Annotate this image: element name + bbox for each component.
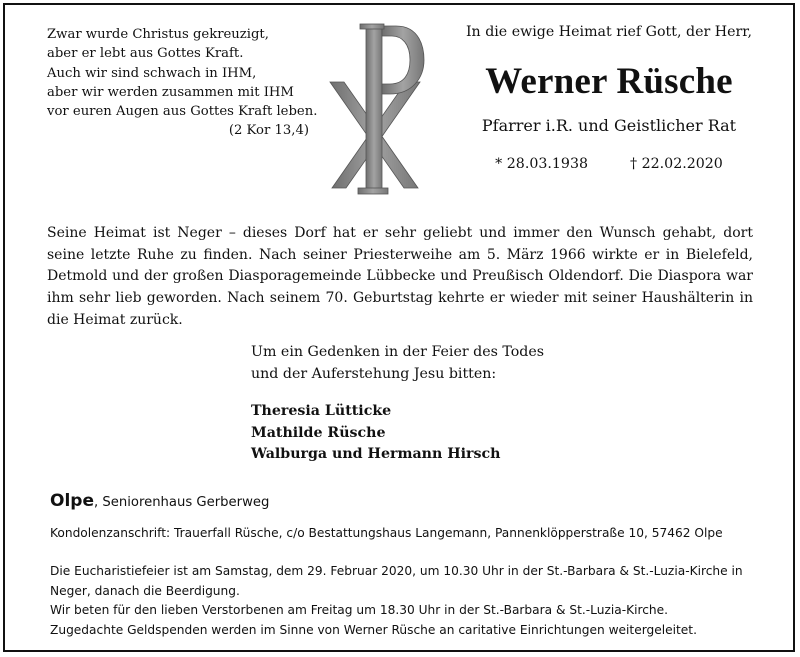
service-info xyxy=(50,562,760,640)
verse-line: Auch wir sind schwach in IHM, xyxy=(47,65,257,81)
birth-date: * 28.03.1938 xyxy=(495,156,588,172)
mourner-name: Walburga und Hermann Hirsch xyxy=(251,446,501,463)
verse-line: aber wir werden zusammen mit IHM xyxy=(47,84,294,100)
condolence-address: Kondolenzanschrift: Trauerfall Rüsche, c/o Bestattungshaus Langemann, Pannenklöpperstraße 10, 57462 Olpe xyxy=(50,526,723,540)
service-paragraph: Die Eucharistiefeier ist am Samstag, dem 29. Februar 2020, um 10.30 Uhr in der St.-Barbara & St.-Luzia-Kirche in Neger, danach die Beerdigung. xyxy=(50,564,743,598)
mourner-name: Theresia Lütticke xyxy=(251,403,392,419)
service-paragraph: Wir beten für den lieben Verstorbenen am Freitag um 18.30 Uhr in der St.-Barbara & St.-Luzia-Kirche. xyxy=(50,603,669,618)
place-address: , Seniorenhaus Gerberweg xyxy=(93,495,270,510)
chi-rho-icon xyxy=(320,20,430,200)
intro-line: In die ewige Heimat rief Gott, der Herr, xyxy=(465,24,753,40)
deceased-name: Werner Rüsche xyxy=(485,61,733,102)
verse-line: Zwar wurde Christus gekreuzigt, xyxy=(47,27,269,42)
life-dates xyxy=(450,156,768,172)
verse-line: aber er lebt aus Gottes Kraft. xyxy=(47,46,244,62)
place-city: Olpe xyxy=(50,491,94,511)
verse-line: vor euren Augen aus Gottes Kraft leben. xyxy=(47,104,318,120)
mourners-list xyxy=(251,401,500,466)
memorial-request xyxy=(251,342,544,385)
request-line: und der Auferstehung Jesu bitten: xyxy=(251,365,497,382)
mourner-name: Mathilde Rüsche xyxy=(251,424,386,441)
verse-reference: (2 Kor 13,4) xyxy=(228,123,309,139)
biography-text: Seine Heimat ist Neger – dieses Dorf hat er sehr geliebt und immer den Wunsch gehabt, dort seine letzte Ruhe zu finden. Nach seiner Priesterweihe am 5. März 1966 wirkte er in Bielefeld, Detmold und der großen Diasporagemeinde Lübbecke und Preußisch Oldendorf. Die Diaspora war ihm sehr lieb geworden. Nach seinem 70. Geburtstag kehrte er wieder mit seiner Haushälterin in die Heimat zurück. xyxy=(47,225,753,328)
service-paragraph: Zugedachte Geldspenden werden im Sinne von Werner Rüsche an caritative Einrichtungen weitergeleitet. xyxy=(50,622,697,637)
request-line: Um ein Gedenken in der Feier des Todes xyxy=(251,344,545,360)
bible-verse xyxy=(47,25,318,141)
death-date: † 22.02.2020 xyxy=(630,156,723,172)
place-line xyxy=(50,491,269,511)
deceased-title: Pfarrer i.R. und Geistlicher Rat xyxy=(481,116,737,135)
